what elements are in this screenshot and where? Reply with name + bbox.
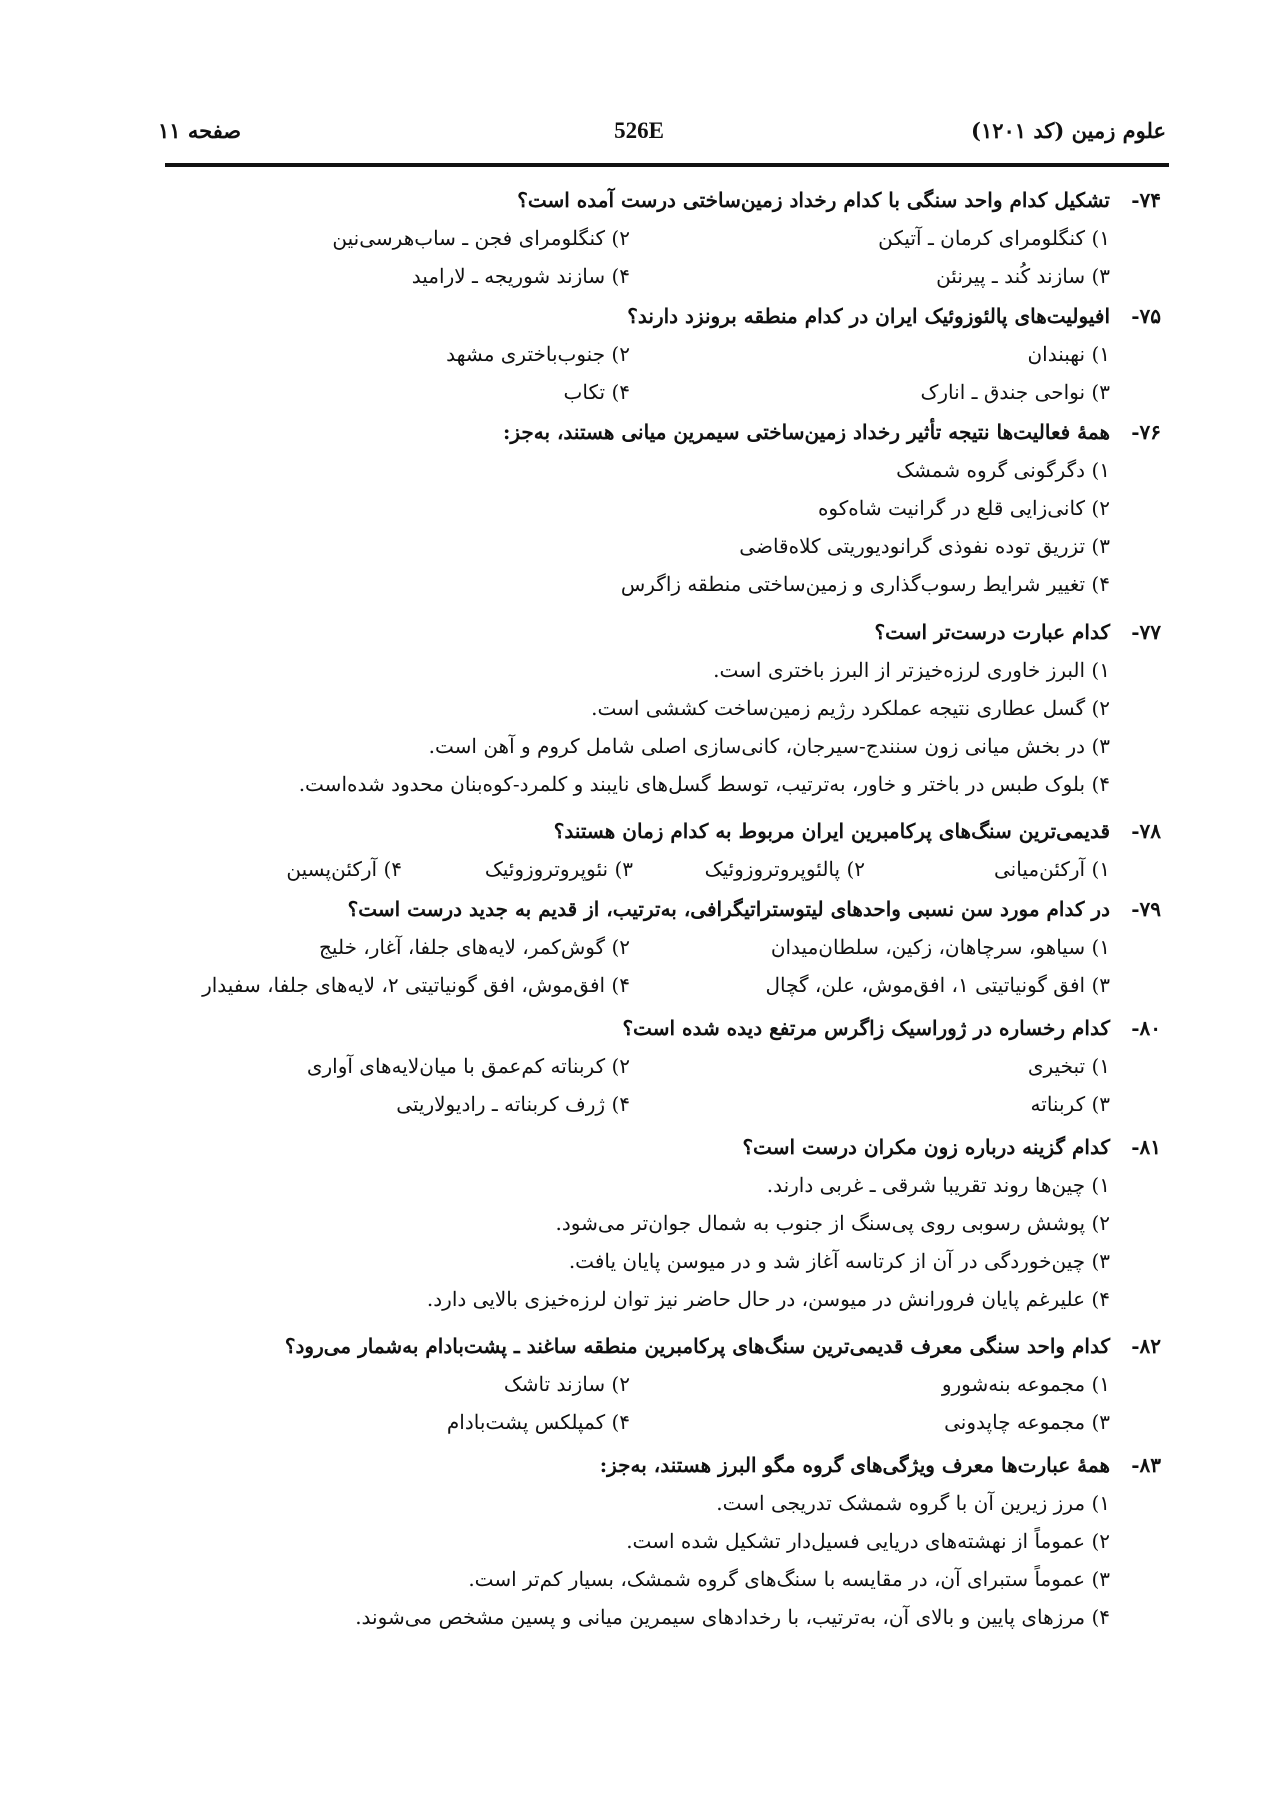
question-heading	[151, 890, 1161, 928]
question-heading	[151, 812, 1161, 850]
question-74	[151, 181, 1161, 295]
answer-option-4[interactable]: ۴) ژرف کربناته ـ رادیولاریتی	[396, 1092, 630, 1116]
question-text: کدام رخساره در ژوراسیک زاگرس مرتفع دیده شده است؟	[622, 1016, 1110, 1040]
answer-option-4[interactable]: ۴) سازند شوریجه ـ لارامید	[411, 264, 630, 288]
answer-option-3[interactable]: ۳) سازند کُند ـ پیرنئن	[936, 264, 1110, 288]
answer-option-4[interactable]: ۴) آرکئن‌پسین	[286, 857, 402, 881]
question-number: ۸۲-	[1131, 1334, 1161, 1358]
answer-option-2[interactable]: ۲) گوش‌کمر، لایه‌های جلفا، آغار، خلیج	[319, 935, 630, 959]
question-heading	[151, 181, 1161, 219]
question-76	[151, 413, 1161, 603]
answer-option-3[interactable]: ۳) عموماً ستبرای آن، در مقایسه با سنگ‌های گروه شمشک، بسیار کم‌تر است.	[468, 1567, 1110, 1591]
question-number: ۸۱-	[1131, 1135, 1161, 1159]
answer-option-3[interactable]: ۳) مجموعه چاپدونی	[944, 1410, 1110, 1434]
answer-option-2[interactable]: ۲) کنگلومرای فجن ـ ساب‌هرسی‌نین	[332, 226, 630, 250]
answer-options	[151, 1484, 1110, 1636]
question-heading	[151, 613, 1161, 651]
question-83	[151, 1446, 1161, 1636]
page-number: صفحه ۱۱	[158, 118, 242, 143]
question-text: تشکیل کدام واحد سنگی با کدام رخداد زمین‌ساختی درست آمده است؟	[517, 188, 1110, 212]
answer-option-3[interactable]: ۳) نواحی جندق ـ انارک	[920, 380, 1110, 404]
answer-option-1[interactable]: ۱) کنگلومرای کرمان ـ آتیکن	[878, 226, 1110, 250]
question-text: کدام گزینه درباره زون مکران درست است؟	[742, 1135, 1110, 1159]
answer-options	[151, 1365, 1110, 1441]
answer-options	[151, 335, 1110, 411]
answer-option-4[interactable]: ۴) مرزهای پایین و بالای آن، به‌ترتیب، با رخدادهای سیمرین میانی و پسین مشخص می‌شوند.	[355, 1605, 1110, 1629]
question-heading	[151, 413, 1161, 451]
answer-option-4[interactable]: ۴) علیرغم پایان فرورانش در میوسن، در حال حاضر نیز توان لرزه‌خیزی بالایی دارد.	[426, 1287, 1110, 1311]
question-text: همهٔ فعالیت‌ها نتیجه تأثیر رخداد زمین‌ساختی سیمرین میانی هستند، به‌جز:	[502, 420, 1110, 444]
question-text: کدام واحد سنگی معرف قدیمی‌ترین سنگ‌های پرکامبرین منطقه ساغند ـ پشت‌بادام به‌شمار می‌رود؟	[284, 1334, 1110, 1358]
answer-option-1[interactable]: ۱) مرز زیرین آن با گروه شمشک تدریجی است.	[716, 1491, 1110, 1515]
question-heading	[151, 1327, 1161, 1365]
question-number: ۸۳-	[1131, 1453, 1161, 1477]
answer-option-4[interactable]: ۴) تکاب	[563, 380, 630, 404]
answer-option-2[interactable]: ۲) کانی‌زایی قلع در گرانیت شاه‌کوه	[817, 496, 1110, 520]
answer-options	[151, 850, 1110, 888]
answer-option-1[interactable]: ۱) چین‌ها روند تقریبا شرقی ـ غربی دارند.	[766, 1173, 1110, 1197]
answer-options	[151, 219, 1110, 295]
question-78	[151, 812, 1161, 888]
question-77	[151, 613, 1161, 803]
question-number: ۷۶-	[1131, 420, 1161, 444]
answer-option-4[interactable]: ۴) کمپلکس پشت‌بادام	[446, 1410, 630, 1434]
answer-option-1[interactable]: ۱) البرز خاوری لرزه‌خیزتر از البرز باختری است.	[713, 658, 1110, 682]
answer-option-3[interactable]: ۳) چین‌خوردگی در آن از کرتاسه آغاز شد و در میوسن پایان یافت.	[568, 1249, 1110, 1273]
question-text: در کدام مورد سن نسبی واحدهای لیتوستراتیگرافی، به‌ترتیب، از قدیم به جدید درست است؟	[347, 897, 1110, 921]
question-text: افیولیت‌های پالئوزوئیک ایران در کدام منطقه برونزد دارند؟	[627, 304, 1110, 328]
answer-option-3[interactable]: ۳) تزریق توده نفوذی گرانودیوریتی کلاه‌قاضی	[739, 534, 1110, 558]
answer-option-1[interactable]: ۱) آرکئن‌میانی	[994, 857, 1110, 881]
booklet-code: 526E	[614, 118, 664, 143]
header-divider	[165, 163, 1169, 167]
answer-option-1[interactable]: ۱) نهبندان	[1027, 342, 1110, 366]
answer-option-3[interactable]: ۳) در بخش میانی زون سنندج-سیرجان، کانی‌سازی اصلی شامل کروم و آهن است.	[428, 734, 1110, 758]
question-number: ۷۵-	[1131, 304, 1161, 328]
answer-options	[151, 1166, 1110, 1318]
answer-option-2[interactable]: ۲) جنوب‌باختری مشهد	[446, 342, 630, 366]
answer-option-2[interactable]: ۲) گسل عطاری نتیجه عملکرد رژیم زمین‌ساخت کششی است.	[591, 696, 1110, 720]
answer-option-3[interactable]: ۳) کربناته	[1030, 1092, 1110, 1116]
answer-option-4[interactable]: ۴) افق‌موش، افق گونیاتیتی ۲، لایه‌های جلفا، سفیدار	[202, 973, 630, 997]
answer-options	[151, 451, 1110, 603]
question-82	[151, 1327, 1161, 1441]
question-text: کدام عبارت درست‌تر است؟	[874, 620, 1110, 644]
question-number: ۷۴-	[1131, 188, 1161, 212]
question-number: ۷۸-	[1131, 819, 1161, 843]
question-81	[151, 1128, 1161, 1318]
question-80	[151, 1009, 1161, 1123]
question-number: ۷۹-	[1131, 897, 1161, 921]
answer-option-2[interactable]: ۲) پالئوپروتروزوئیک	[704, 857, 865, 881]
answer-option-2[interactable]: ۲) سازند تاشک	[503, 1372, 630, 1396]
answer-option-4[interactable]: ۴) بلوک طبس در باختر و خاور، به‌ترتیب، توسط گسل‌های نایبند و کلمرد-کوه‌بنان محدود شده‌است.	[298, 772, 1110, 796]
answer-option-1[interactable]: ۱) سیاهو، سرچاهان، زکین، سلطان‌میدان	[770, 935, 1110, 959]
question-number: ۷۷-	[1131, 620, 1161, 644]
question-text: همهٔ عبارت‌ها معرف ویژگی‌های گروه مگو البرز هستند، به‌جز:	[599, 1453, 1110, 1477]
answer-option-4[interactable]: ۴) تغییر شرایط رسوب‌گذاری و زمین‌ساختی منطقه زاگرس	[620, 572, 1110, 596]
answer-option-2[interactable]: ۲) عموماً از نهشته‌های دریایی فسیل‌دار تشکیل شده است.	[626, 1529, 1110, 1553]
answer-option-1[interactable]: ۱) تبخیری	[1027, 1054, 1110, 1078]
answer-option-2[interactable]: ۲) پوشش رسوبی روی پی‌سنگ از جنوب به شمال جوان‌تر می‌شود.	[555, 1211, 1110, 1235]
answer-option-1[interactable]: ۱) مجموعه بنه‌شورو	[941, 1372, 1110, 1396]
question-heading	[151, 1446, 1161, 1484]
question-79	[151, 890, 1161, 1004]
question-heading	[151, 1128, 1161, 1166]
answer-options	[151, 651, 1110, 803]
answer-option-2[interactable]: ۲) کربناته کم‌عمق با میان‌لایه‌های آواری	[306, 1054, 630, 1078]
question-75	[151, 297, 1161, 411]
question-heading	[151, 1009, 1161, 1047]
question-heading	[151, 297, 1161, 335]
answer-option-3[interactable]: ۳) افق گونیاتیتی ۱، افق‌موش، علن، گچال	[765, 973, 1110, 997]
answer-option-1[interactable]: ۱) دگرگونی گروه شمشک	[896, 458, 1110, 482]
question-text: قدیمی‌ترین سنگ‌های پرکامبرین ایران مربوط به کدام زمان هستند؟	[553, 819, 1110, 843]
answer-options	[151, 1047, 1110, 1123]
question-number: ۸۰-	[1131, 1016, 1161, 1040]
answer-option-3[interactable]: ۳) نئوپروتروزوئیک	[484, 857, 633, 881]
course-title: علوم زمین (کد ۱۲۰۱)	[971, 118, 1166, 143]
answer-options	[151, 928, 1110, 1004]
